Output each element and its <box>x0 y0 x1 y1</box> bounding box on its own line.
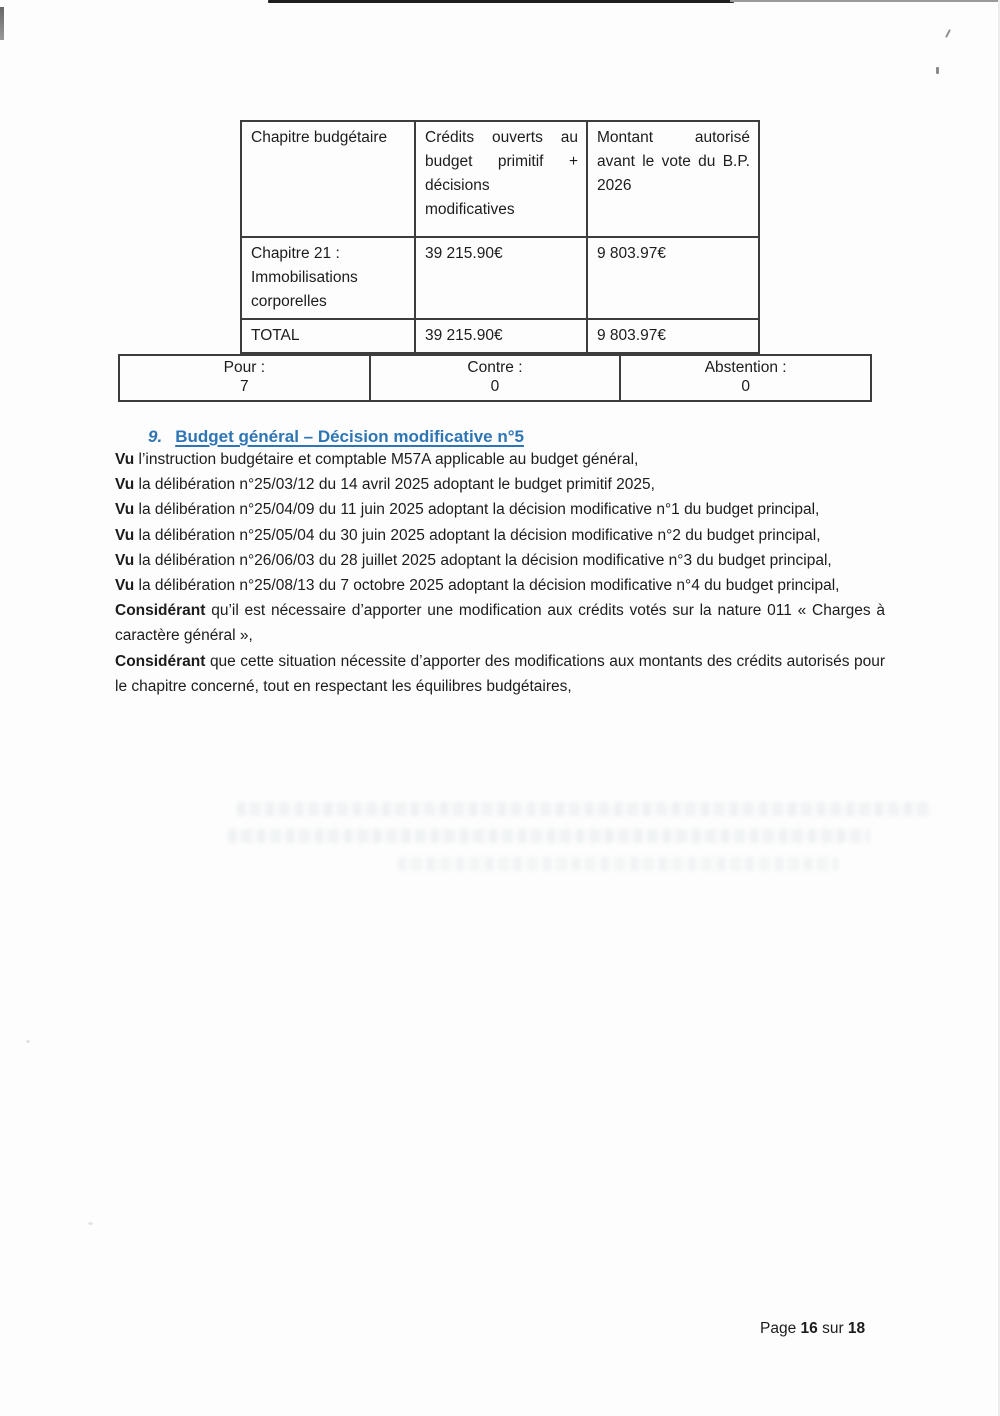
budget-table-row <box>241 319 759 353</box>
budget-header-chapitre: Chapitre budgétaire <box>241 121 415 237</box>
vote-label: Abstention : <box>704 359 787 376</box>
paragraph-text: la délibération n°25/08/13 du 7 octobre 2025 adoptant la décision modificative n°4 du budget principal, <box>138 577 840 595</box>
paragraph-text: l’instruction budgétaire et comptable M57A applicable au budget général, <box>138 451 639 468</box>
budget-cell-credits: 39 215.90€ <box>415 319 587 353</box>
paragraph-text: que cette situation nécessite d’apporter des modifications aux montants des crédits autorisés pour le chapitre concerné, tout en respectant les équilibres budgétaires, <box>115 652 886 695</box>
bleed-through-text-line <box>398 857 838 871</box>
bleed-through-text-line <box>237 802 933 816</box>
paragraph-lead-word: Vu <box>115 577 135 595</box>
budget-cell-credits: 39 215.90€ <box>415 237 587 319</box>
paragraph-text: la délibération n°25/03/12 du 14 avril 2025 adoptant le budget primitif 2025, <box>138 476 655 494</box>
footer-page-number: 16 <box>800 1320 818 1337</box>
budget-cell-montant: 9 803.97€ <box>587 319 759 353</box>
budget-table-header-row <box>241 121 759 237</box>
budget-table-body <box>241 121 759 353</box>
scan-artifact-speck <box>88 1222 93 1225</box>
vote-value: 7 <box>240 377 249 395</box>
scan-artifact-top-line-light <box>730 0 1000 2</box>
paragraph-text: la délibération n°26/06/03 du 28 juillet 2025 adoptant la décision modificative n°3 du budget principal, <box>138 551 832 569</box>
scan-artifact-left-mark <box>0 7 4 40</box>
scan-artifact-top-line <box>268 0 734 3</box>
paragraph-lead-word: Vu <box>115 551 135 569</box>
paragraph-lead-word: Considérant <box>115 652 206 670</box>
vote-table-row <box>119 355 871 401</box>
budget-table-row <box>241 237 759 319</box>
footer-text: Page <box>760 1320 801 1337</box>
body-paragraph <box>115 497 885 522</box>
body-paragraph <box>115 472 885 497</box>
budget-cell-montant: 9 803.97€ <box>587 237 759 319</box>
body-text <box>115 447 885 699</box>
body-paragraph <box>115 598 885 648</box>
paragraph-lead-word: Vu <box>115 526 135 544</box>
paragraph-lead-word: Vu <box>115 451 135 468</box>
body-paragraph <box>115 548 885 573</box>
paragraph-lead-word: Vu <box>115 476 135 494</box>
vote-cell <box>620 355 871 401</box>
budget-header-montant: Montant autorisé avant le vote du B.P. 2026 <box>587 121 759 237</box>
body-paragraph <box>115 649 885 699</box>
vote-cell <box>119 355 370 401</box>
vote-label: Pour : <box>223 359 265 376</box>
paragraph-lead-word: Considérant <box>115 602 206 620</box>
budget-cell-chapitre: TOTAL <box>241 319 415 353</box>
page-footer <box>760 1320 865 1338</box>
budget-cell-chapitre: Chapitre 21 : Immobilisations corporelles <box>241 237 415 319</box>
body-paragraph <box>115 523 885 548</box>
section-number: 9. <box>148 427 163 446</box>
vote-label: Contre : <box>467 359 523 376</box>
vote-cell <box>370 355 621 401</box>
footer-page-number: 18 <box>847 1320 866 1337</box>
budget-header-credits: Crédits ouverts au budget primitif + décisions modificatives <box>415 121 587 237</box>
budget-table <box>240 120 760 354</box>
section-heading <box>148 427 524 447</box>
body-paragraph <box>115 447 885 472</box>
section-title: Budget général – Décision modificative n°5 <box>175 427 524 446</box>
paragraph-text: la délibération n°25/04/09 du 11 juin 2025 adoptant la décision modificative n°1 du budget principal, <box>138 501 820 519</box>
vote-value: 0 <box>741 377 750 395</box>
scan-artifact-speck <box>936 67 939 74</box>
vote-table <box>118 354 872 402</box>
scan-artifact-speck <box>26 1040 30 1043</box>
vote-value: 0 <box>490 377 500 395</box>
paragraph-text: qu’il est nécessaire d’apporter une modification aux crédits votés sur la nature 011 « Charges à caractère général », <box>115 602 885 645</box>
footer-text: sur <box>817 1320 848 1337</box>
bleed-through-text-line <box>228 829 870 843</box>
paragraph-lead-word: Vu <box>115 501 135 519</box>
paragraph-text: la délibération n°25/05/04 du 30 juin 2025 adoptant la décision modificative n°2 du budget principal, <box>138 526 821 544</box>
scan-artifact-speck <box>945 29 951 38</box>
body-paragraph <box>115 573 885 598</box>
